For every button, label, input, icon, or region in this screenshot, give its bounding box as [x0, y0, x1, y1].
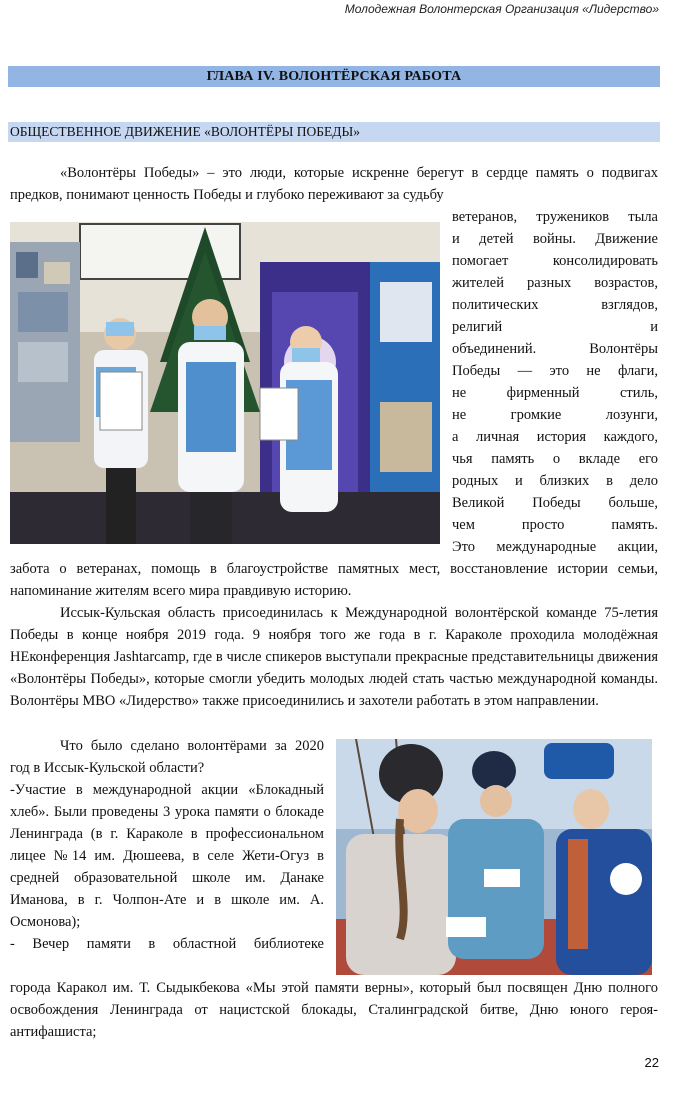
wrap-line: Великой Победы больше,: [452, 495, 658, 511]
photo-volunteers-certificates: [10, 222, 440, 544]
page-number: 22: [644, 1055, 659, 1070]
activity-item-memory-evening-tail: города Каракол им. Т. Сыдыкбекова «Мы этой памяти верны», который был посвящен Дню полного освобождения Ленинграда от нацистской блокады, Сталинградской битве, Дню юного героя-антифашиста;: [10, 980, 658, 1040]
wrap-line: жителей разных возрастов,: [452, 275, 658, 291]
activity-item-memory-evening-start: - Вечер памяти в областной библиотеке: [10, 936, 324, 952]
wrap-line: чья память о вкладе его: [452, 451, 658, 467]
wrap-line: а личная история каждого,: [452, 429, 658, 445]
paragraph-2: Иссык-Кульская область присоединилась к Международной волонтёрской команде 75-летия Победы в конце ноября 2019 года. 9 ноября того же года в г. Караколе проходила молодёжная НЕконференция Jashtarcamp, где в числе спикеров выступали прекрасные представительницы движения «Волонтёры Победы», которые смогли убедить молодых людей стать частью международной команды. Волонтёры МВО «Лидерство» также присоединились и захотели работать в этом направлении.: [10, 605, 658, 709]
chapter-title: ГЛАВА IV. ВОЛОНТЁРСКАЯ РАБОТА: [8, 66, 660, 87]
paragraph-1-tail: забота о ветеранах, помощь в благоустройстве памятных мест, восстановление истории семьи, напоминание жителям всего мира правдивую историю.: [10, 561, 658, 599]
section-title: ОБЩЕСТВЕННОЕ ДВИЖЕНИЕ «ВОЛОНТЁРЫ ПОБЕДЫ»: [8, 122, 660, 142]
paragraph-3-column: [10, 735, 324, 955]
photo-volunteers-outdoors: [336, 739, 652, 975]
activity-item-blockade-bread: -Участие в международной акции «Блокадный хлеб». Были проведены 3 урока памяти о блокаде Ленинграда (в г. Караколе в профессиональном лицее №14 им. Дюшеева, в селе Жети-Огуз в средней образовательной школе им. Данаке Иманова, в г. Чолпон-Ате и в школе им. А. Осмонова);: [10, 782, 324, 930]
wrap-line: Это международные акции,: [452, 539, 658, 555]
wrap-line: ветеранов, тружеников тыла: [452, 209, 658, 225]
wrap-line: не громкие лозунги,: [452, 407, 658, 423]
wrap-line: религий и: [452, 319, 658, 335]
wrap-line: политических взглядов,: [452, 297, 658, 313]
wrap-line: и детей войны. Движение: [452, 231, 658, 247]
paragraph-1-wrap: [452, 206, 658, 558]
running-header: Молодежная Волонтерская Организация «Лидерство»: [344, 2, 659, 16]
wrap-line: Победы — это не флаги,: [452, 363, 658, 379]
activities-question: Что было сделано волонтёрами за 2020 год в Иссык-Кульской области?: [10, 738, 324, 776]
wrap-line: родных и близких в дело: [452, 473, 658, 489]
wrap-line: помогает консолидировать: [452, 253, 658, 269]
paragraph-1-intro: «Волонтёры Победы» – это люди, которые искренне берегут в сердце память о подвигах предков, понимают ценность Победы и глубоко переживают за судьбу: [10, 165, 658, 203]
wrap-line: чем просто память.: [452, 517, 658, 533]
wrap-line: не фирменный стиль,: [452, 385, 658, 401]
wrap-line: объединений. Волонтёры: [452, 341, 658, 357]
